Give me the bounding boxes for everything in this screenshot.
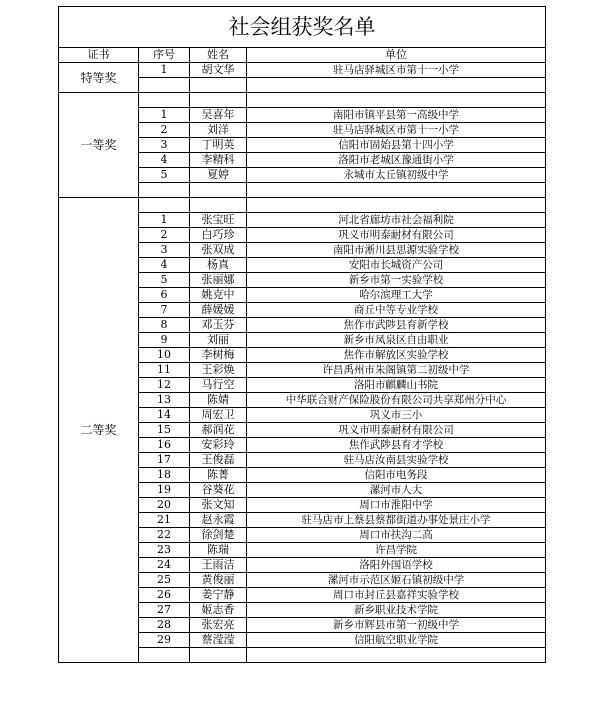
table-row [59, 63, 546, 78]
blank-cell [247, 93, 546, 108]
person-name: 张双成 [190, 243, 247, 258]
header-row [59, 48, 546, 63]
award-list-table [58, 6, 546, 663]
person-name: 姬志香 [190, 603, 247, 618]
blank-cell [139, 648, 190, 663]
person-name: 张宏亮 [190, 618, 247, 633]
person-name: 邓玉芬 [190, 318, 247, 333]
category-0: 特等奖 [59, 63, 139, 93]
unit-name: 商丘中等专业学校 [247, 303, 546, 318]
unit-name: 驻马店汝南县实验学校 [247, 453, 546, 468]
blank-cell [247, 78, 546, 93]
person-name: 刘丽 [190, 333, 247, 348]
blank-cell [247, 183, 546, 198]
blank-cell [139, 78, 190, 93]
row-number: 25 [139, 573, 190, 588]
unit-name: 永城市太丘镇初级中学 [247, 168, 546, 183]
header-name: 姓名 [190, 48, 247, 63]
unit-name: 哈尔滨理工大学 [247, 288, 546, 303]
person-name: 陈婧 [190, 393, 247, 408]
blank-cell [190, 78, 247, 93]
title-row [59, 7, 546, 48]
blank-cell [139, 198, 190, 213]
unit-name: 安阳市长城资产公司 [247, 258, 546, 273]
row-number: 10 [139, 348, 190, 363]
unit-name: 周口市淮阳中学 [247, 498, 546, 513]
person-name: 夏婷 [190, 168, 247, 183]
blank-cell [190, 183, 247, 198]
row-number: 17 [139, 453, 190, 468]
row-number: 11 [139, 363, 190, 378]
unit-name: 周口市封丘县嘉祥实验学校 [247, 588, 546, 603]
unit-name: 焦作市解放区实验学校 [247, 348, 546, 363]
person-name: 薛媛媛 [190, 303, 247, 318]
row-number: 28 [139, 618, 190, 633]
unit-name: 驻马店驿城区市第十一小学 [247, 63, 546, 78]
person-name: 李精科 [190, 153, 247, 168]
person-name: 刘洋 [190, 123, 247, 138]
person-name: 丁明英 [190, 138, 247, 153]
unit-name: 漯河市示范区姬石镇初级中学 [247, 573, 546, 588]
row-number: 9 [139, 333, 190, 348]
unit-name: 漯河市人大 [247, 483, 546, 498]
person-name: 张宝旺 [190, 213, 247, 228]
row-number: 4 [139, 258, 190, 273]
row-number: 5 [139, 168, 190, 183]
blank-cell [139, 93, 190, 108]
row-number: 14 [139, 408, 190, 423]
row-number: 12 [139, 378, 190, 393]
row-number: 7 [139, 303, 190, 318]
row-number: 18 [139, 468, 190, 483]
blank-cell [190, 648, 247, 663]
row-number: 3 [139, 243, 190, 258]
person-name: 张丽娜 [190, 273, 247, 288]
person-name: 徐剑楚 [190, 528, 247, 543]
unit-name: 巩义市明泰耐材有限公司 [247, 228, 546, 243]
unit-name: 南阳市镇平县第一高级中学 [247, 108, 546, 123]
row-number: 1 [139, 63, 190, 78]
row-number: 21 [139, 513, 190, 528]
blank-row [59, 198, 546, 213]
row-number: 2 [139, 123, 190, 138]
unit-name: 新乡市辉县市第一初级中学 [247, 618, 546, 633]
row-number: 1 [139, 108, 190, 123]
row-number: 6 [139, 288, 190, 303]
unit-name: 驻马店市上蔡县蔡都街道办事处景庄小学 [247, 513, 546, 528]
unit-name: 巩义市三小 [247, 408, 546, 423]
person-name: 蔡滢滢 [190, 633, 247, 648]
blank-cell [190, 198, 247, 213]
category-2: 二等奖 [59, 198, 139, 663]
unit-name: 河北省廊坊市社会福利院 [247, 213, 546, 228]
unit-name: 洛阳外国语学校 [247, 558, 546, 573]
row-number: 16 [139, 438, 190, 453]
row-number: 20 [139, 498, 190, 513]
blank-cell [247, 198, 546, 213]
blank-cell [190, 93, 247, 108]
page-title: 社会组获奖名单 [59, 7, 546, 48]
header-cert: 证书 [59, 48, 139, 63]
person-name: 姜宁静 [190, 588, 247, 603]
row-number: 15 [139, 423, 190, 438]
row-number: 13 [139, 393, 190, 408]
row-number: 1 [139, 213, 190, 228]
unit-name: 巩义市明泰耐材有限公司 [247, 423, 546, 438]
person-name: 王雨洁 [190, 558, 247, 573]
person-name: 陈菁 [190, 468, 247, 483]
row-number: 27 [139, 603, 190, 618]
unit-name: 焦作武陟县育才学校 [247, 438, 546, 453]
unit-name: 驻马店驿城区市第十一小学 [247, 123, 546, 138]
unit-name: 信阳市电务段 [247, 468, 546, 483]
row-number: 4 [139, 153, 190, 168]
unit-name: 新乡市凤泉区自由职业 [247, 333, 546, 348]
unit-name: 新乡职业技术学院 [247, 603, 546, 618]
person-name: 郝润花 [190, 423, 247, 438]
person-name: 姚克中 [190, 288, 247, 303]
person-name: 安彩玲 [190, 438, 247, 453]
row-number: 5 [139, 273, 190, 288]
unit-name: 信阳航空职业学院 [247, 633, 546, 648]
row-number: 24 [139, 558, 190, 573]
row-number: 22 [139, 528, 190, 543]
row-number: 26 [139, 588, 190, 603]
person-name: 赵永霞 [190, 513, 247, 528]
person-name: 白巧珍 [190, 228, 247, 243]
row-number: 8 [139, 318, 190, 333]
header-no: 序号 [139, 48, 190, 63]
unit-name: 信阳市固始县第十四小学 [247, 138, 546, 153]
unit-name: 许昌禹州市朱阁镇第二初级中学 [247, 363, 546, 378]
person-name: 胡文华 [190, 63, 247, 78]
category-1: 一等奖 [59, 93, 139, 198]
unit-name: 南阳市淅川县思源实验学校 [247, 243, 546, 258]
person-name: 李树梅 [190, 348, 247, 363]
unit-name: 洛阳市老城区豫通街小学 [247, 153, 546, 168]
person-name: 王俊磊 [190, 453, 247, 468]
person-name: 周宏卫 [190, 408, 247, 423]
person-name: 黄俊丽 [190, 573, 247, 588]
person-name: 谷葵花 [190, 483, 247, 498]
person-name: 马行空 [190, 378, 247, 393]
unit-name: 焦作市武陟县育新学校 [247, 318, 546, 333]
blank-cell [247, 648, 546, 663]
unit-name: 洛阳市麒麟山书院 [247, 378, 546, 393]
row-number: 2 [139, 228, 190, 243]
person-name: 杨真 [190, 258, 247, 273]
row-number: 29 [139, 633, 190, 648]
person-name: 张文知 [190, 498, 247, 513]
unit-name: 许昌学院 [247, 543, 546, 558]
unit-name: 周口市扶沟二高 [247, 528, 546, 543]
row-number: 19 [139, 483, 190, 498]
row-number: 3 [139, 138, 190, 153]
blank-cell [139, 183, 190, 198]
row-number: 23 [139, 543, 190, 558]
unit-name: 新乡市第一实验学校 [247, 273, 546, 288]
person-name: 吴喜年 [190, 108, 247, 123]
person-name: 陈瑞 [190, 543, 247, 558]
blank-row [59, 93, 546, 108]
header-unit: 单位 [247, 48, 546, 63]
person-name: 王彩焕 [190, 363, 247, 378]
unit-name: 中华联合财产保险股份有限公司共享郑州分中心 [247, 393, 546, 408]
